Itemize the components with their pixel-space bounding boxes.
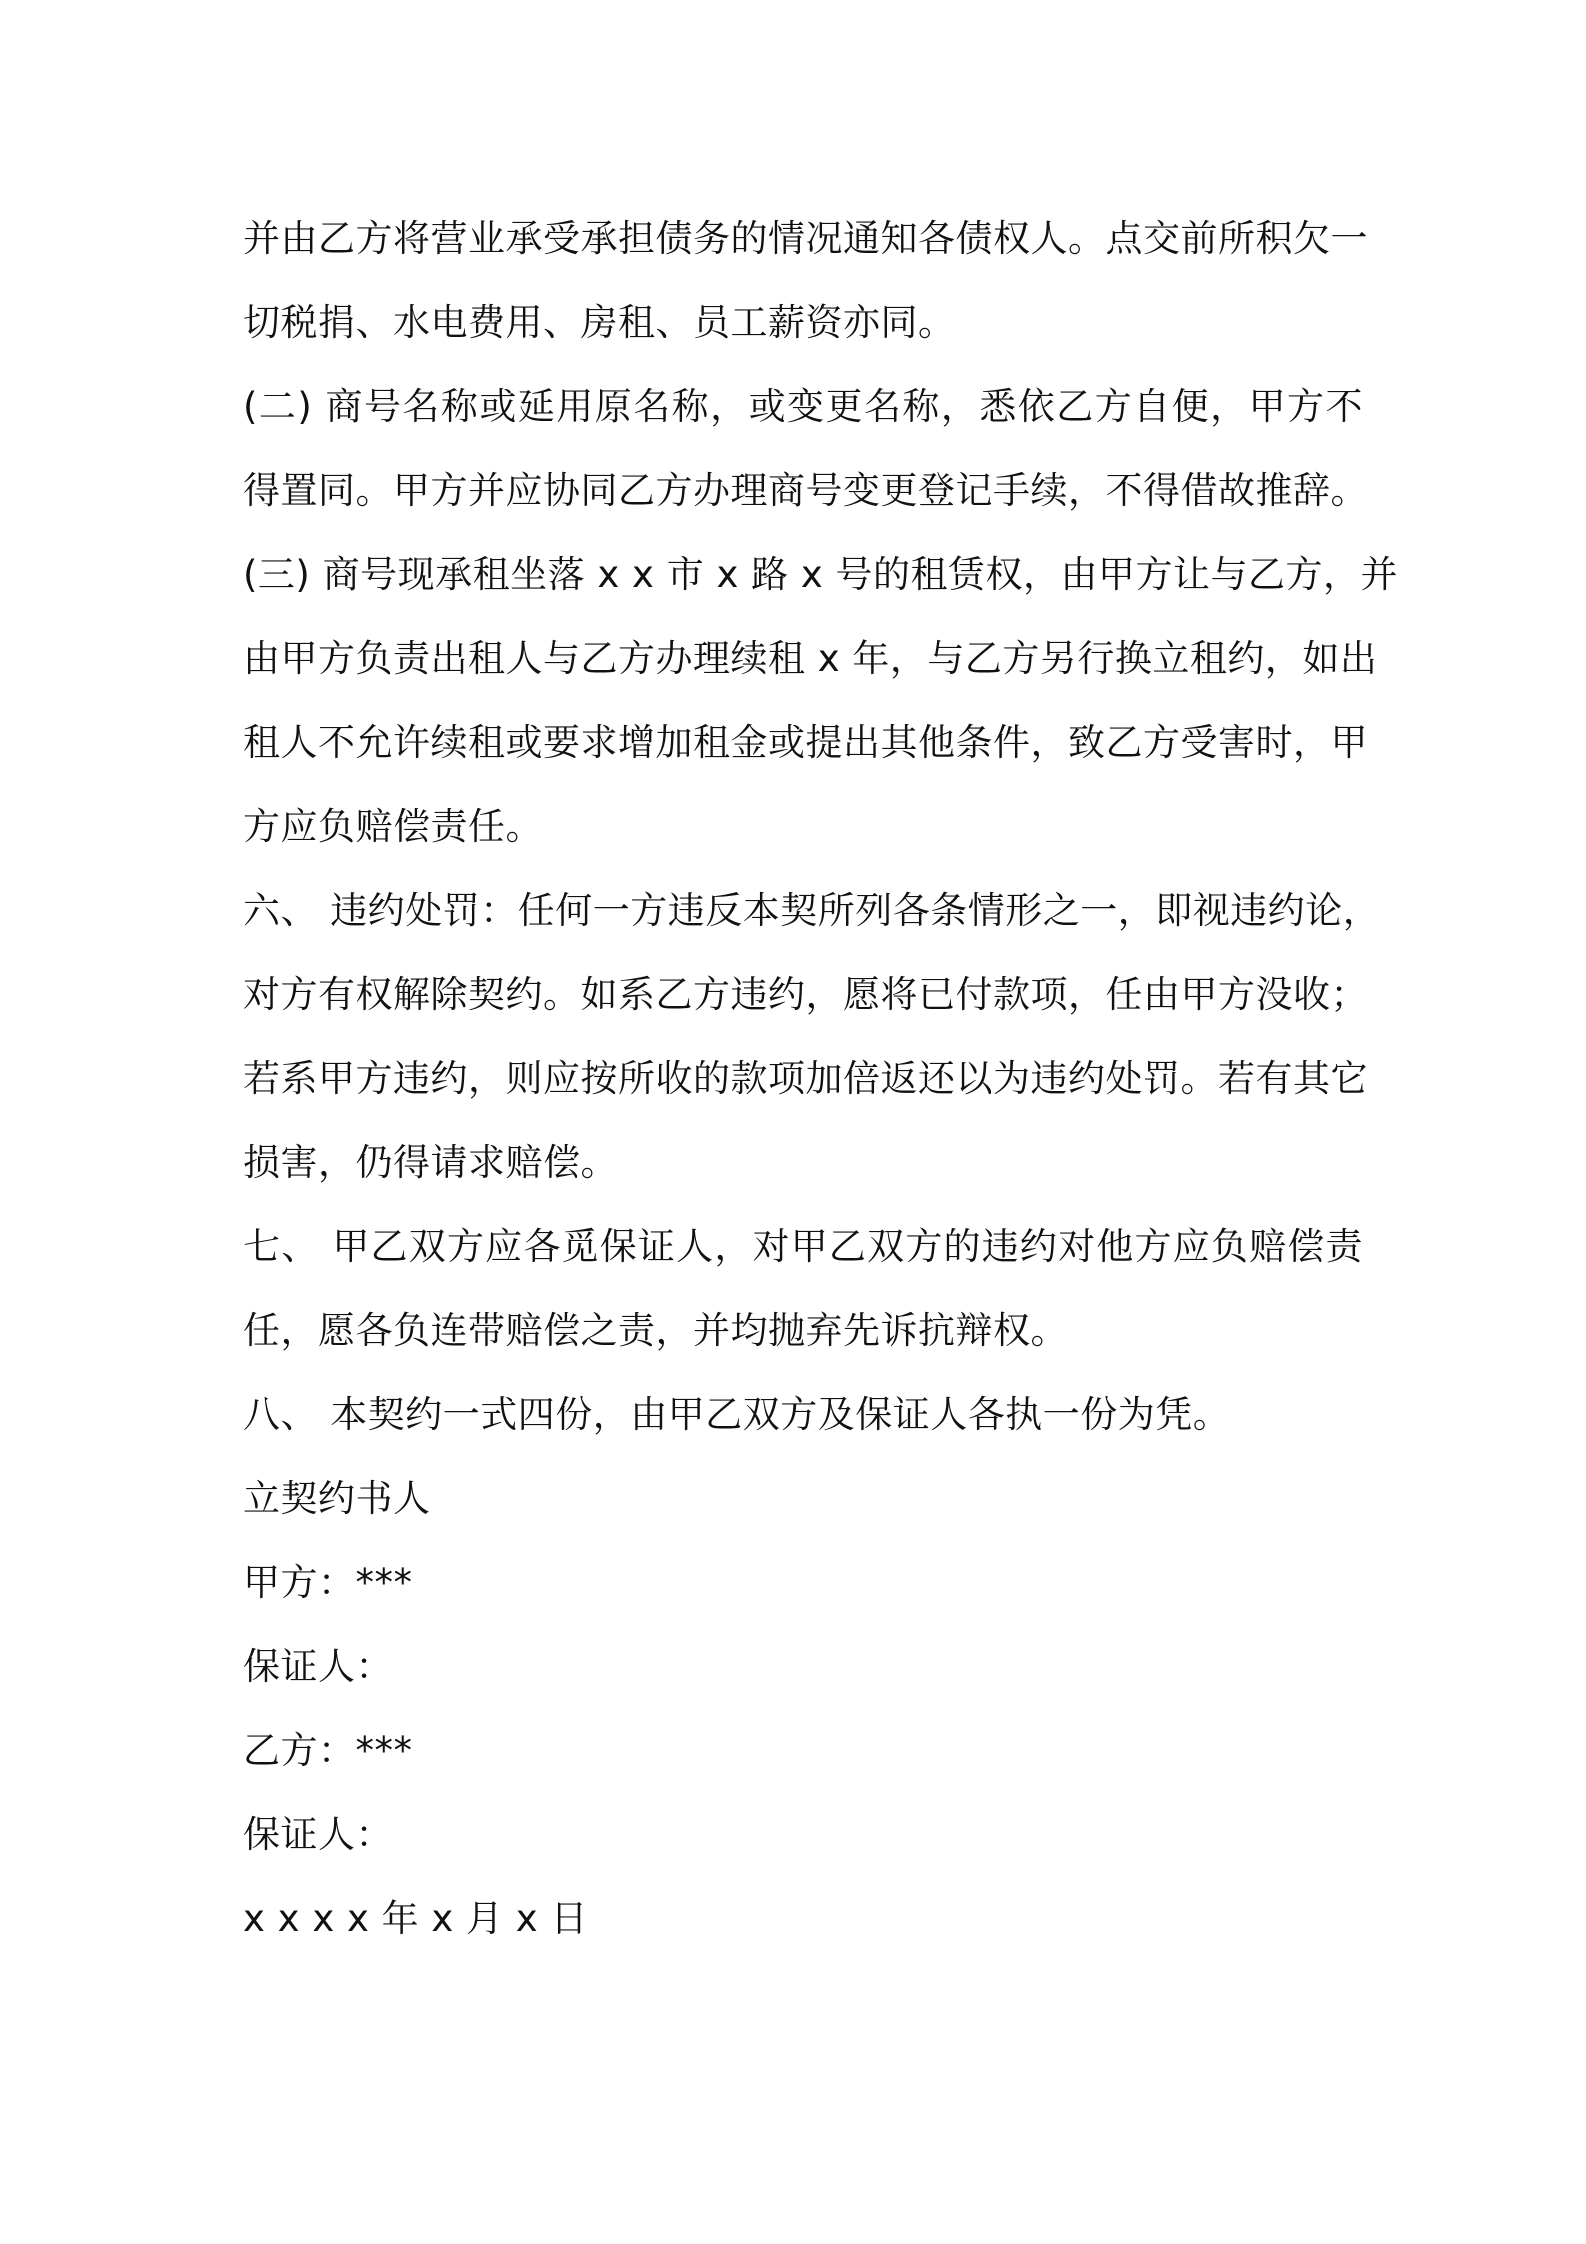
document-body (243, 197, 1399, 1961)
guarantor-b-signature: 保证人： (243, 1813, 393, 1856)
paragraph-line: 对方有权解除契约。如系乙方违约，愿将已付款项，任由甲方没收； (243, 973, 1368, 1016)
paragraph-line: 租人不允许续租或要求增加租金或提出其他条件，致乙方受害时，甲 (243, 721, 1368, 764)
clause-seven-line: 七、 甲乙双方应各觅保证人，对甲乙双方的违约对他方应负赔偿责 (243, 1225, 1363, 1268)
signatories-heading: 立契约书人 (243, 1477, 431, 1520)
party-b-signature: 乙方：*** (243, 1729, 413, 1772)
clause-six-line: 六、 违约处罚：任何一方违反本契所列各条情形之一，即视违约论， (243, 889, 1381, 932)
paragraph-line: 若系甲方违约，则应按所收的款项加倍返还以为违约处罚。若有其它 (243, 1057, 1368, 1100)
guarantor-a-signature: 保证人： (243, 1645, 393, 1688)
party-a-signature: 甲方：*** (243, 1561, 413, 1604)
contract-date: x x x x 年 x 月 x 日 (243, 1897, 588, 1940)
paragraph-line: 损害，仍得请求赔偿。 (243, 1141, 618, 1184)
paragraph-line: 并由乙方将营业承受承担债务的情况通知各债权人。点交前所积欠一 (243, 217, 1368, 260)
paragraph-line: 任，愿各负连带赔偿之责，并均抛弃先诉抗辩权。 (243, 1309, 1068, 1352)
paragraph-line: 得置同。甲方并应协同乙方办理商号变更登记手续，不得借故推辞。 (243, 469, 1368, 512)
paragraph-line: 由甲方负责出租人与乙方办理续租 x 年，与乙方另行换立租约，如出 (243, 637, 1378, 680)
clause-eight-line: 八、 本契约一式四份，由甲乙双方及保证人各执一份为凭。 (243, 1393, 1231, 1436)
paragraph-line: 方应负赔偿责任。 (243, 805, 543, 848)
paragraph-line: (三) 商号现承租坐落 x x 市 x 路 x 号的租赁权，由甲方让与乙方，并 (243, 553, 1399, 596)
paragraph-line: (二) 商号名称或延用原名称，或变更名称，悉依乙方自便，甲方不 (243, 385, 1363, 428)
paragraph-line: 切税捐、水电费用、房租、员工薪资亦同。 (243, 301, 956, 344)
